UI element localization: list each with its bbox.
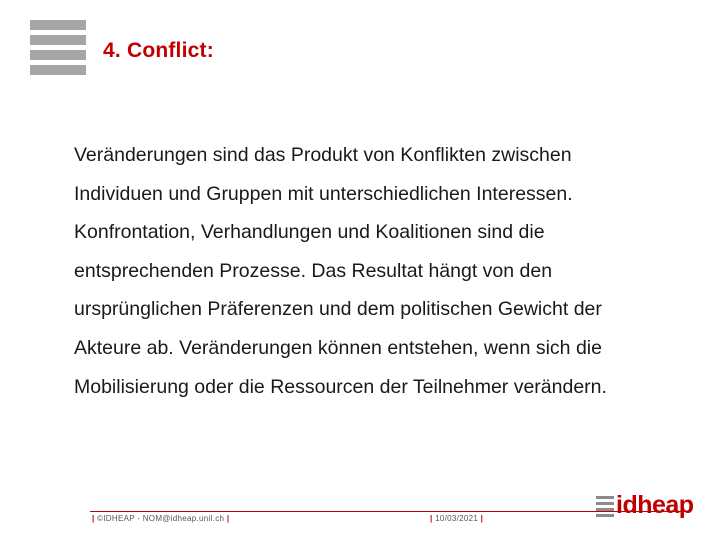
brand-wordmark: idheap [616,491,694,519]
body-line: Konfrontation, Verhandlungen und Koalitionen sind die [74,221,545,244]
idheap-logo [596,490,694,522]
footer-copyright: | ©IDHEAP - NOM@idheap.unil.ch | [92,514,230,523]
body-line: Mobilisierung oder die Ressourcen der Teilnehmer verändern. [74,375,607,398]
logo-bars-icon [30,20,86,75]
body-line: ursprünglichen Präferenzen und dem politischen Gewicht der [74,298,602,321]
brand-lines-icon [596,496,614,516]
slide-title: 4. Conflict: [103,39,214,62]
body-line: Veränderungen sind das Produkt von Konflikten zwischen [74,144,572,166]
body-line: Akteure ab. Veränderungen können entstehen, wenn sich die [74,336,602,359]
footer-date: 10/03/2021 [435,514,479,523]
footer-email: ©IDHEAP - NOM@idheap.unil.ch [97,514,225,523]
body-line: Individuen und Gruppen mit unterschiedlichen Interessen. [74,182,573,205]
body-line: entsprechenden Prozesse. Das Resultat hängt von den [74,259,553,282]
body-text [74,136,714,406]
footer-date-block: | 10/03/2021 | [430,514,484,523]
